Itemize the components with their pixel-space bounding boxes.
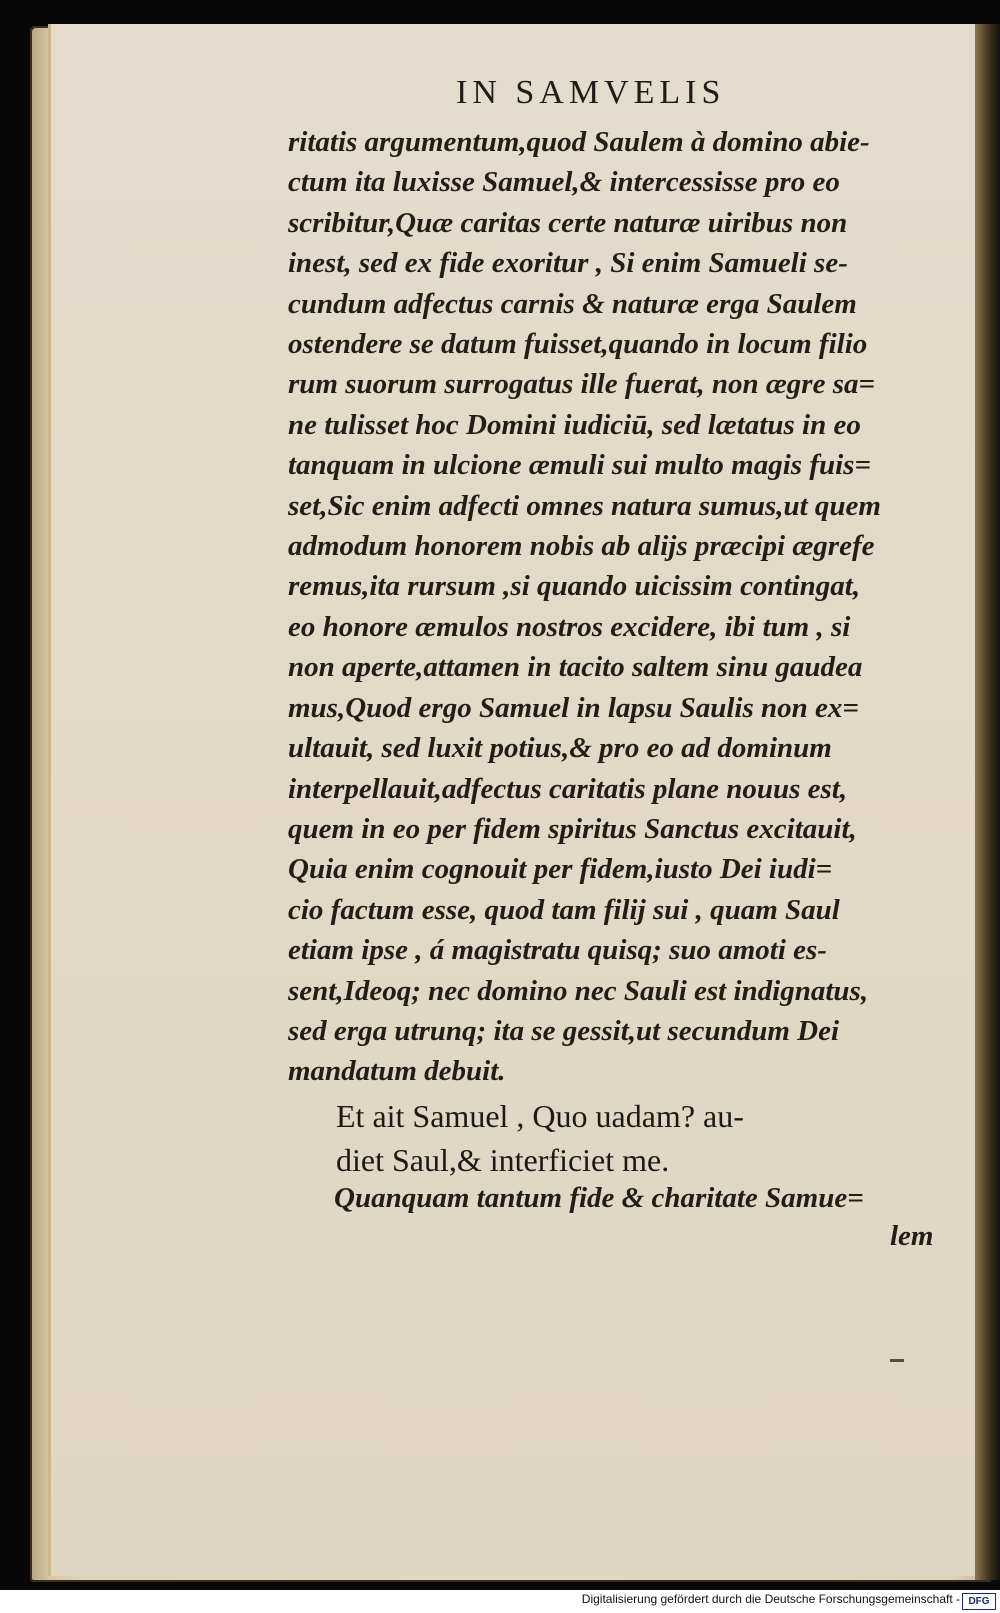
commentary-text-line: etiam ipse , á magistratu quisq; suo amoti es- — [288, 934, 827, 967]
scripture-verse — [336, 1094, 940, 1182]
commentary-text-line: tanquam in ulcione æmuli sui multo magis fuis= — [288, 449, 871, 482]
commentary-text-line: ritatis argumentum,quod Saulem à domino abie- — [288, 126, 870, 158]
commentary-text-line: cundum adfectus carnis & naturæ erga Saulem — [288, 287, 857, 320]
running-title: IN SAMVELIS — [456, 74, 726, 111]
commentary-text-line: remus,ita rursum ,si quando uicissim contingat, — [288, 570, 861, 603]
commentary-text-line: ostendere se datum fuisset,quando in locum filio — [288, 328, 868, 361]
scripture-verse-line: diet Saul,& interficiet me. — [336, 1142, 670, 1178]
commentary-text-line: scribitur,Quæ caritas certe naturæ uiribus non — [288, 206, 848, 239]
commentary-continuation-line: Quanquam tantum fide & charitate Samue= — [334, 1182, 864, 1214]
commentary-text-line: rum suorum surrogatus ille fuerat, non ægre sa= — [288, 368, 876, 401]
commentary-text-line: cio factum esse, quod tam filij sui , quam Saul — [288, 893, 840, 926]
commentary-text-line: non aperte,attamen in tacito saltem sinu gaudea — [288, 651, 863, 684]
scripture-verse-line: Et ait Samuel , Quo uadam? au- — [336, 1098, 744, 1134]
commentary-text-line: sent,Ideoq; nec domino nec Sauli est indignatus, — [288, 974, 869, 1007]
dfg-logo-icon: DFG — [962, 1593, 996, 1610]
catchword: lem — [890, 1220, 934, 1252]
commentary-text-line: ctum ita luxisse Samuel,& intercessisse pro eo — [288, 166, 840, 199]
commentary-text-line: admodum honorem nobis ab alijs præcipi ægrefe — [288, 530, 875, 563]
commentary-text — [288, 122, 938, 1092]
commentary-text-line: Quia enim cognouit per fidem,iusto Dei iudi= — [288, 853, 833, 886]
footer-credit: Digitalisierung gefördert durch die Deutsche Forschungsgemeinschaft - — [581, 1592, 960, 1606]
page-mark — [890, 1359, 904, 1362]
commentary-text-line: sed erga utrunq; ita se gessit,ut secundum Dei — [288, 1014, 840, 1047]
commentary-text-line: interpellauit,adfectus caritatis plane nouus est, — [288, 772, 848, 805]
commentary-text-line: set,Sic enim adfecti omnes natura sumus,ut quem — [288, 489, 881, 522]
commentary-text-line: ultauit, sed luxit potius,& pro eo ad dominum — [288, 732, 832, 765]
commentary-text-line: ne tulisset hoc Domini iudiciū, sed lætatus in eo — [288, 408, 861, 441]
binding-shadow — [975, 24, 1000, 1580]
commentary-continuation — [334, 1178, 940, 1218]
commentary-text-line: mus,Quod ergo Samuel in lapsu Saulis non ex= — [288, 691, 859, 724]
commentary-text-line: eo honore æmulos nostros excidere, ibi tum , si — [288, 610, 851, 643]
commentary-text-line: quem in eo per fidem spiritus Sanctus excitauit, — [288, 812, 857, 845]
commentary-text-line: mandatum debuit. — [288, 1055, 506, 1088]
commentary-text-line: inest, sed ex fide exoritur , Si enim Samueli se- — [288, 247, 848, 280]
